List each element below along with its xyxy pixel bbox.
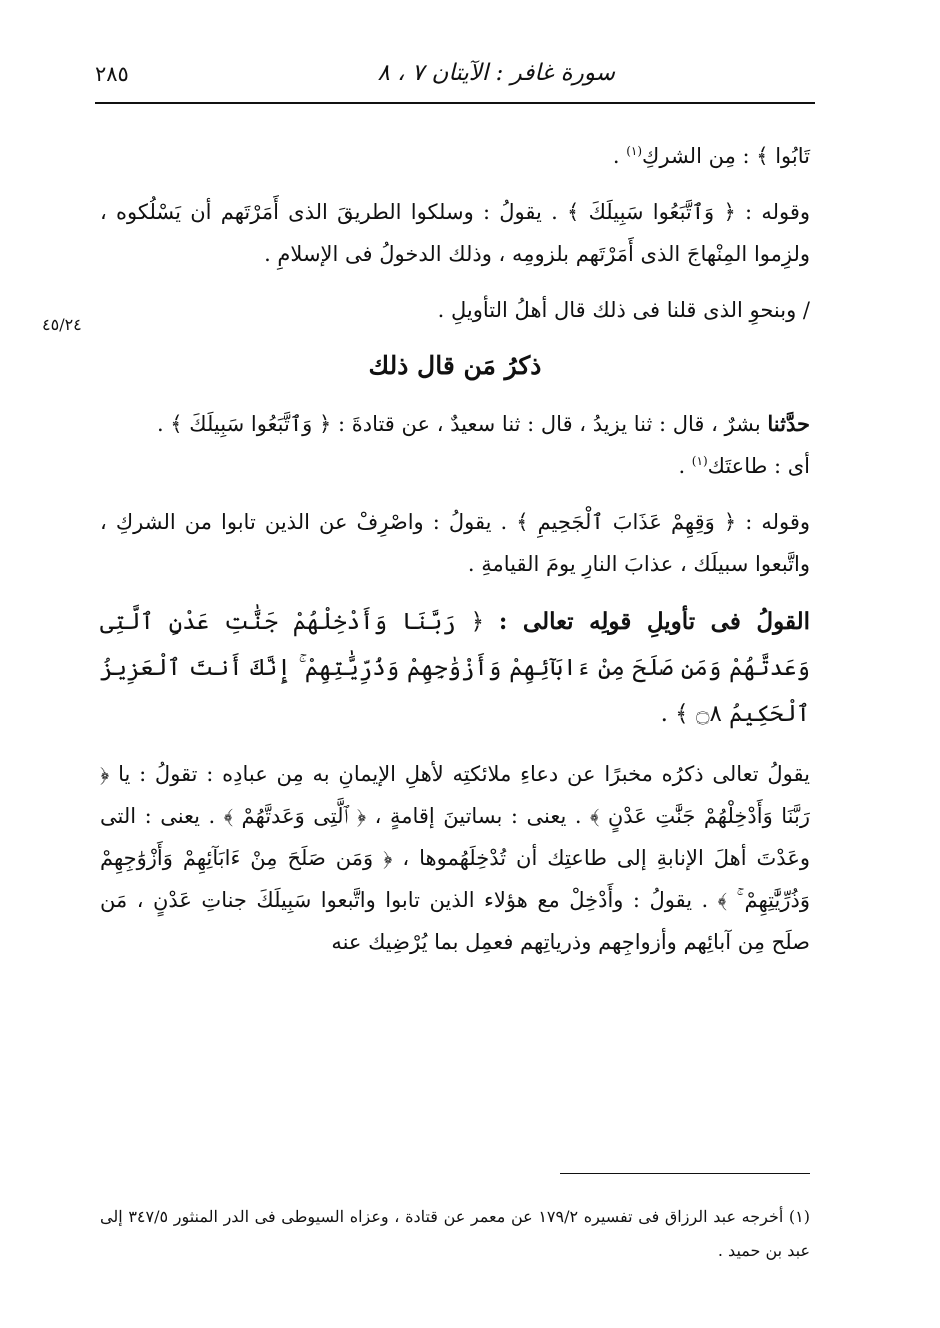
page-number: ٢٨٥ xyxy=(95,62,129,86)
section-title-lead: القولُ فى تأويلِ قولِه تعالى : xyxy=(498,608,810,635)
footnote-marker-2: (١) xyxy=(691,454,708,468)
footnote-marker: (١) xyxy=(626,144,643,158)
paragraph-3: / وبنحوِ الذى قلنا فى ذلك قال أهلُ التأويلِ . xyxy=(437,298,810,322)
paragraph-4-line2-text: أى : طاعتَك xyxy=(707,454,810,478)
margin-reference: ٤٥/٢٤ xyxy=(42,315,82,334)
paragraph-4-text: بشرٌ ، قال : ثنا يزيدُ ، قال : ثنا سعيدٌ ، عن قتادةَ : ﴿ وَٱتَّبَعُوا سَبِيلَكَ ﴾ . xyxy=(156,412,768,436)
paragraph-6: يقولُ تعالى ذكرُه مخبرًا عن دعاءِ ملائكتِه لأهلِ الإيمانِ به مِن عبادِه : تقولُ : يا ﴿ رَبَّنَا وَأَدْخِلْهُمْ جَنَّٰتِ عَدْنٍ ﴾ . يعنى : بساتينَ إقامةٍ ، ﴿ ٱلَّتِى وَعَدتَّهُمْ ﴾ . يعنى : التى وعَدْتَ أهلَ الإنابةِ إلى طاعتِك أن تُدْخِلَهُموها ، ﴿ وَمَن صَلَحَ مِنْ ءَابَآئِهِمْ وَأَزْوَٰجِهِمْ وَذُرِّيَّٰتِهِمْ ۚ ﴾ . يقولُ : وأَدْخِلْ مع هؤلاء الذين تابوا واتَّبعوا سَبِيلَكَ جناتِ عَدْنٍ ، مَن صلَح مِن آبائِهم وأزواجِهم وذرياتِهم فعمِل بما يُرْضِيك عنه xyxy=(100,762,810,954)
paragraph-1-text: تَابُوا ﴾ : مِن الشركِ xyxy=(642,144,810,168)
footnote: (١) أخرجه عبد الرزاق فى تفسيره ١٧٩/٢ عن معمر عن قتادة ، وعزاه السيوطى فى الدر المنثور ٣٤٧/٥ إلى عبد بن حميد . xyxy=(100,1207,811,1260)
main-text xyxy=(100,135,810,977)
paragraph-4-line2 xyxy=(100,445,810,487)
paragraph-4 xyxy=(100,403,810,445)
page-header xyxy=(95,60,815,100)
paragraph-4-lead: حدَّثنا xyxy=(767,411,810,436)
running-title: سورة غافر : الآيتان ٧ ، ٨ xyxy=(377,60,615,86)
header-rule xyxy=(95,102,815,104)
section-heading: ذكرُ مَن قال ذلك xyxy=(368,351,542,380)
paragraph-5: وقوله : ﴿ وَقِهِمْ عَذَابَ ٱلْجَحِيمِ ﴾ . يقولُ : واصْرِفْ عن الذين تابوا من الشركِ ، واتَّبعوا سبيلَك ، عذابَ النارِ يومَ القيامةِ . xyxy=(100,510,810,576)
paragraph-1-end: . xyxy=(612,144,627,168)
footnote-rule xyxy=(560,1173,810,1174)
section-title-verse: ﴿ رَبَّنَا وَأَدْخِلْهُمْ جَنَّٰتِ عَدْنٍ ٱلَّتِى وَعَدتَّهُمْ وَمَن صَلَحَ مِنْ ءَابَآئِهِمْ وَأَزْوَٰجِهِمْ وَذُرِّيَّٰتِهِمْ ۚ إِنَّكَ أَنتَ ٱلْعَزِيزُ ٱلْحَكِيمُ ۝٨ ﴾ . xyxy=(100,609,810,727)
paragraph-4-end: . xyxy=(678,454,692,478)
paragraph-2: وقوله : ﴿ وَٱتَّبَعُوا سَبِيلَكَ ﴾ . يقولُ : وسلكوا الطريقَ الذى أَمَرْتَهم أن يَسْلُكوه ، ولزِموا المِنْهاجَ الذى أَمَرْتَهم بلزومِه ، وذلك الدخولُ فى الإسلامِ . xyxy=(100,200,810,266)
paragraph-1 xyxy=(100,135,810,177)
tafsir-section-title xyxy=(100,599,810,737)
